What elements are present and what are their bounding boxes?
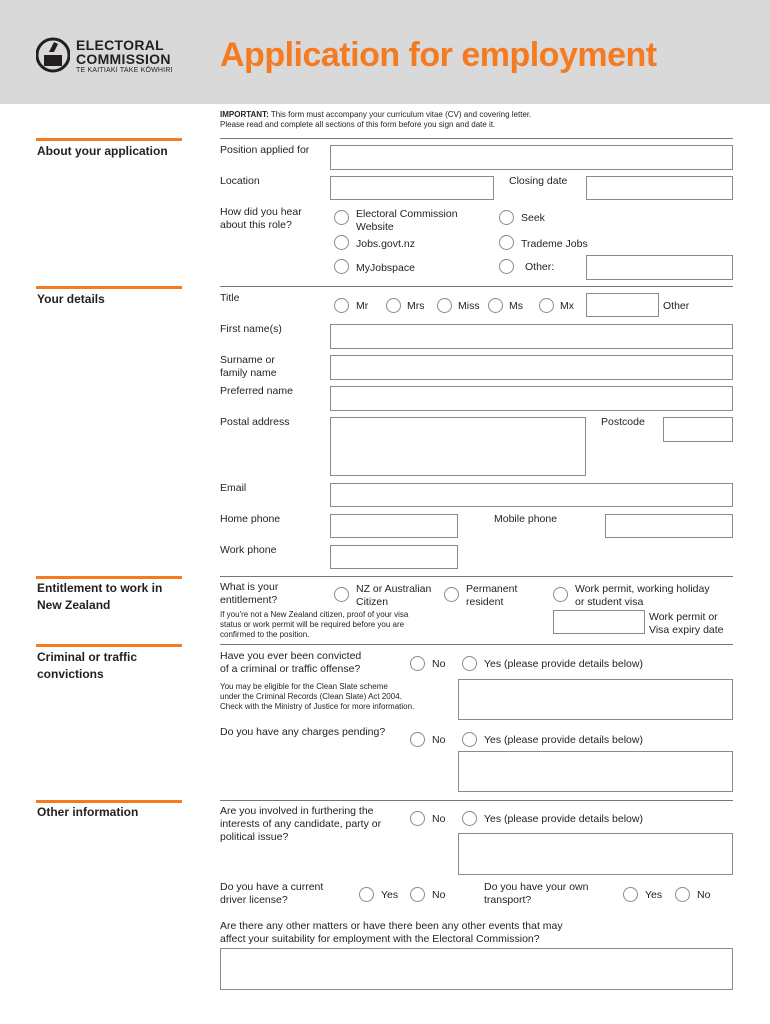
- work-phone-label: Work phone: [220, 544, 277, 556]
- mobile-phone-label: Mobile phone: [494, 513, 558, 525]
- transport-q-2: transport?: [484, 894, 532, 906]
- logo-line-3: TE KAITIAKI TAKE KŌWHIRI: [76, 67, 173, 74]
- opt-work-permit-2: or student visa: [575, 596, 644, 608]
- conviction-yes-label: Yes (please provide details below): [484, 658, 643, 670]
- conviction-details-input[interactable]: [458, 679, 733, 720]
- page-title: Application for employment: [220, 36, 657, 74]
- section-divider: [220, 286, 733, 287]
- radio-jobs-govt[interactable]: [334, 235, 349, 250]
- conviction-no-label: No: [432, 658, 446, 670]
- visa-expiry-input[interactable]: [553, 610, 645, 634]
- entitlement-note-1: If you're not a New Zealand citizen, proof of your visa: [220, 610, 409, 619]
- surname-label-2: family name: [220, 367, 277, 379]
- political-details-input[interactable]: [458, 833, 733, 875]
- opt-nz-citizen-2: Citizen: [356, 596, 389, 608]
- section-other-heading: Other information: [37, 805, 139, 819]
- radio-conviction-yes[interactable]: [462, 656, 477, 671]
- radio-work-permit[interactable]: [553, 587, 568, 602]
- clean-slate-note-1: You may be eligible for the Clean Slate scheme: [220, 682, 388, 691]
- opt-trademe: Trademe Jobs: [521, 238, 588, 250]
- title-mr: Mr: [356, 300, 369, 312]
- transport-q-1: Do you have your own: [484, 881, 589, 893]
- page-header: [0, 0, 770, 104]
- home-phone-label: Home phone: [220, 513, 281, 525]
- radio-political-yes[interactable]: [462, 811, 477, 826]
- transport-yes-label: Yes: [645, 889, 663, 901]
- postal-address-input[interactable]: [330, 417, 586, 476]
- postal-address-label: Postal address: [220, 416, 290, 428]
- section-rule: [36, 644, 182, 647]
- preferred-name-input[interactable]: [330, 386, 733, 411]
- location-label: Location: [220, 175, 260, 187]
- radio-licence-no[interactable]: [410, 887, 425, 902]
- matters-details-input[interactable]: [220, 948, 733, 990]
- title-ms: Ms: [509, 300, 523, 312]
- section-details-heading: Your details: [37, 292, 105, 306]
- ballot-box-icon: [36, 34, 70, 76]
- licence-q-2: driver license?: [220, 894, 288, 906]
- licence-yes-label: Yes: [381, 889, 399, 901]
- charges-details-input[interactable]: [458, 751, 733, 792]
- section-divider: [220, 576, 733, 577]
- matters-q-2: affect your suitability for employment with the Electoral Commission?: [220, 933, 540, 945]
- closing-date-label: Closing date: [509, 175, 568, 187]
- opt-seek: Seek: [521, 212, 545, 224]
- section-about-heading: About your application: [37, 144, 168, 158]
- preferred-name-label: Preferred name: [220, 385, 293, 397]
- political-q-1: Are you involved in furthering the: [220, 805, 374, 817]
- position-label: Position applied for: [220, 144, 310, 156]
- entitlement-q-1: What is your: [220, 581, 279, 593]
- conviction-q-1: Have you ever been convicted: [220, 650, 362, 662]
- position-input[interactable]: [330, 145, 733, 170]
- first-name-label: First name(s): [220, 323, 282, 335]
- closing-date-input[interactable]: [586, 176, 733, 200]
- opt-ec-website-2: Website: [356, 221, 394, 233]
- clean-slate-note-3: Check with the Ministry of Justice for more information.: [220, 702, 415, 711]
- home-phone-input[interactable]: [330, 514, 458, 538]
- radio-myjobspace[interactable]: [334, 259, 349, 274]
- licence-no-label: No: [432, 889, 446, 901]
- radio-permanent-resident[interactable]: [444, 587, 459, 602]
- radio-title-ms[interactable]: [488, 298, 503, 313]
- radio-transport-yes[interactable]: [623, 887, 638, 902]
- intro-line-1: [220, 110, 531, 120]
- logo-line-2: COMMISSION: [76, 51, 171, 67]
- title-other-label: Other: [663, 300, 690, 312]
- title-miss: Miss: [458, 300, 480, 312]
- surname-label-1: Surname or: [220, 354, 275, 366]
- email-label: Email: [220, 482, 247, 494]
- entitlement-note-2: status or work permit will be required before you are: [220, 620, 405, 629]
- title-other-input[interactable]: [586, 293, 659, 317]
- opt-other-source: Other:: [525, 261, 555, 273]
- opt-work-permit-1: Work permit, working holiday: [575, 583, 710, 595]
- how-heard-label-1: How did you hear: [220, 206, 302, 218]
- postcode-label: Postcode: [601, 416, 645, 428]
- radio-political-no[interactable]: [410, 811, 425, 826]
- electoral-commission-logo: [36, 34, 186, 78]
- political-yes-label: Yes (please provide details below): [484, 813, 643, 825]
- section-rule: [36, 576, 182, 579]
- work-phone-input[interactable]: [330, 545, 458, 569]
- entitlement-note-3: confirmed to the position.: [220, 630, 310, 639]
- charges-no-label: No: [432, 734, 446, 746]
- radio-seek[interactable]: [499, 210, 514, 225]
- important-label: IMPORTANT:: [220, 110, 269, 119]
- radio-ec-website[interactable]: [334, 210, 349, 225]
- radio-conviction-no[interactable]: [410, 656, 425, 671]
- opt-permanent-1: Permanent: [466, 583, 518, 595]
- radio-nz-citizen[interactable]: [334, 587, 349, 602]
- section-rule: [36, 138, 182, 141]
- surname-input[interactable]: [330, 355, 733, 380]
- radio-charges-no[interactable]: [410, 732, 425, 747]
- opt-nz-citizen-1: NZ or Australian: [356, 583, 432, 595]
- title-mrs: Mrs: [407, 300, 425, 312]
- radio-title-mr[interactable]: [334, 298, 349, 313]
- radio-other-source[interactable]: [499, 259, 514, 274]
- section-divider: [220, 800, 733, 801]
- political-no-label: No: [432, 813, 446, 825]
- radio-charges-yes[interactable]: [462, 732, 477, 747]
- section-rule: [36, 800, 182, 803]
- clean-slate-note-2: under the Criminal Records (Clean Slate) Act 2004.: [220, 692, 402, 701]
- visa-expiry-label-1: Work permit or: [649, 611, 718, 623]
- opt-permanent-2: resident: [466, 596, 504, 608]
- how-heard-label-2: about this role?: [220, 219, 292, 231]
- section-divider: [220, 644, 733, 645]
- section-rule: [36, 286, 182, 289]
- political-q-3: political issue?: [220, 831, 289, 843]
- other-source-input[interactable]: [586, 255, 733, 280]
- opt-jobs-govt: Jobs.govt.nz: [356, 238, 415, 250]
- visa-expiry-label-2: Visa expiry date: [649, 624, 724, 636]
- radio-licence-yes[interactable]: [359, 887, 374, 902]
- section-entitlement-heading-2: New Zealand: [37, 598, 111, 612]
- conviction-q-2: of a criminal or traffic offense?: [220, 663, 361, 675]
- opt-myjobspace: MyJobspace: [356, 262, 415, 274]
- intro-text-1: This form must accompany your curriculum vitae (CV) and covering letter.: [270, 110, 532, 119]
- section-divider: [220, 138, 733, 139]
- transport-no-label: No: [697, 889, 711, 901]
- section-entitlement-heading-1: Entitlement to work in: [37, 581, 163, 595]
- section-criminal-heading-2: convictions: [37, 667, 104, 681]
- postcode-input[interactable]: [663, 417, 733, 442]
- matters-q-1: Are there any other matters or have there been any other events that may: [220, 920, 563, 932]
- political-q-2: interests of any candidate, party or: [220, 818, 382, 830]
- charges-q: Do you have any charges pending?: [220, 726, 386, 738]
- email-input[interactable]: [330, 483, 733, 507]
- location-input[interactable]: [330, 176, 494, 200]
- opt-ec-website-1: Electoral Commission: [356, 208, 458, 220]
- radio-title-miss[interactable]: [437, 298, 452, 313]
- mobile-phone-input[interactable]: [605, 514, 733, 538]
- radio-transport-no[interactable]: [675, 887, 690, 902]
- licence-q-1: Do you have a current: [220, 881, 324, 893]
- radio-title-mrs[interactable]: [386, 298, 401, 313]
- entitlement-q-2: entitlement?: [220, 594, 278, 606]
- title-label: Title: [220, 292, 240, 304]
- radio-title-mx[interactable]: [539, 298, 554, 313]
- first-name-input[interactable]: [330, 324, 733, 349]
- section-criminal-heading-1: Criminal or traffic: [37, 650, 138, 664]
- charges-yes-label: Yes (please provide details below): [484, 734, 643, 746]
- logo-line-1: ELECTORAL: [76, 37, 164, 53]
- intro-text-2: Please read and complete all sections of this form before you sign and date it.: [220, 120, 496, 129]
- radio-trademe[interactable]: [499, 235, 514, 250]
- title-mx: Mx: [560, 300, 574, 312]
